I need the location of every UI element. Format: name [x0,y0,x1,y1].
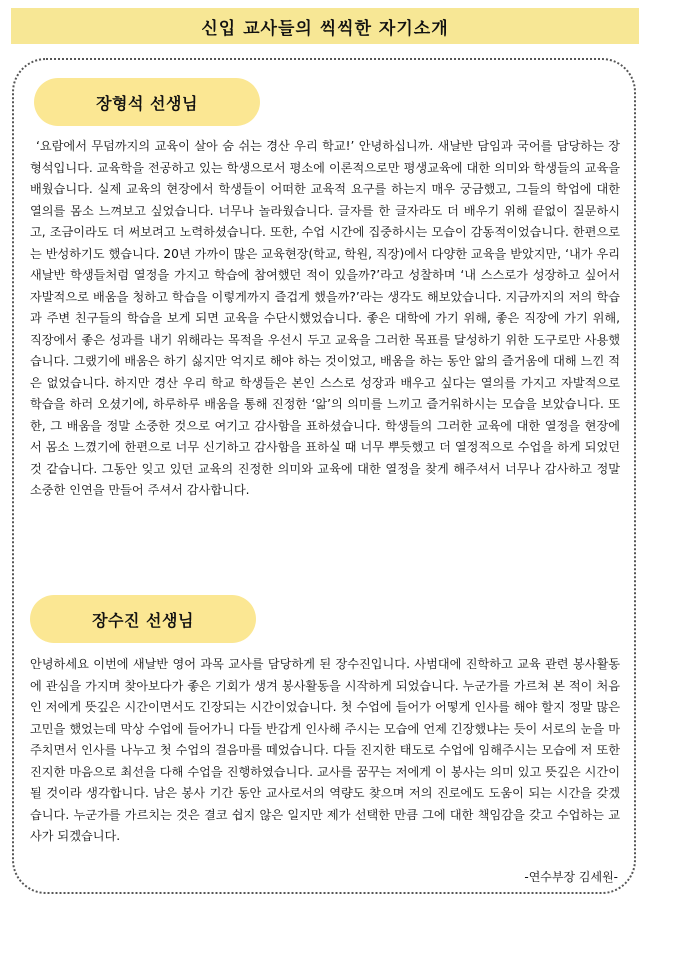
teacher-name-1: 장형석 선생님 [96,93,198,113]
page-title: 신입 교사들의 씩씩한 자기소개 [201,18,449,39]
introduction-paragraph-1: ‘요람에서 무덤까지의 교육이 살아 숨 쉬는 경산 우리 학교!’ 안녕하십니까. 새날반 담임과 국어를 담당하는 장형석입니다. 교육학을 전공하고 있는 학생으로서 평소에 이론적으로만 평생교육에 대한 의미와 학생들의 교육을 배웠습니다. 실제 교육의 현장에서 학생들이 어떠한 교육적 요구를 하는지 매우 궁금했고, 그들의 학업에 대한 열의를 몸소 느껴보고 싶었습니다. 너무나 놀라웠습니다. 글자를 한 글자라도 더 배우기 위해 끝없이 질문하시고, 조금이라도 더 써보려고 노력하셨습니다. 또한, 수업 시간에 집중하시는 모습이 감동적이었습니다. 한편으로는 반성하기도 했습니다. 20년 가까이 많은 교육현장(학교, 학원, 직장)에서 다양한 교육을 받았지만, ‘내가 우리 새날반 학생들처럼 열정을 가지고 학습에 참여했던 적이 있을까?’라고 성찰하며 ‘내 스스로가 성장하고 싶어서 자발적으로 배움을 청하고 학습을 이렇게까지 즐겁게 했을까?’라는 생각도 해보았습니다. 지금까지의 저의 학습과 주변 친구들의 학습을 보게 되면 교육을 수단시했었습니다. 좋은 대학에 가기 위해, 좋은 직장에 가기 위해, 직장에서 좋은 성과를 내기 위해라는 목적을 우선시 두고 교육을 그러한 목표를 달성하기 위한 도구로만 사용했습니다. 그랬기에 배움은 하기 싫지만 억지로 해야 하는 것이었고, 배움을 하는 동안 앎의 즐거움에 대해 느낀 적은 없었습니다. 하지만 경산 우리 학교 학생들은 본인 스스로 성장과 배우고 싶다는 열의를 가지고 자발적으로 학습을 하러 오셨기에, 하루하루 배움을 통해 진정한 ‘앎’의 의미를 느끼고 즐거워하시는 모습을 보았습니다. 또한, 그 배움을 정말 소중한 것으로 여기고 감사함을 표하셨습니다. 학생들의 그러한 교육에 대한 열정을 현장에서 몸소 느꼈기에 한편으로 너무 신기하고 감사함을 표하실 때 너무 뿌듯했고 더 열정적으로 수업을 하게 되었던 것 같습니다. 그동안 잊고 있던 교육의 진정한 의미와 교육에 대한 열정을 찾게 해주셔서 너무나 감사하고 정말 소중한 인연을 만들어 주셔서 감사합니다. [30,139,620,497]
teacher-name-badge-2 [30,595,256,643]
teacher-name-badge-1 [34,78,260,126]
title-banner [11,8,639,44]
introduction-paragraph-2: 안녕하세요 이번에 새날반 영어 과목 교사를 담당하게 된 장수진입니다. 사범대에 진학하고 교육 관련 봉사활동에 관심을 가지며 찾아보다가 좋은 기회가 생겨 봉사활동을 시작하게 되었습니다. 누군가를 가르쳐 본 적이 처음인 저에게 뜻깊은 시간이면서도 긴장되는 시간이었습니다. 첫 수업에 들어가 어떻게 인사를 해야 할지 정말 많은 고민을 했었는데 막상 수업에 들어가니 다들 반갑게 인사해 주시는 모습에 언제 긴장했냐는 듯이 서로의 눈을 마주치면서 인사를 나누고 첫 수업의 걸음마를 떼었습니다. 다들 진지한 태도로 수업에 임해주시는 모습에 저 또한 진지한 마음으로 최선을 다해 수업을 진행하였습니다. 교사를 꿈꾸는 저에게 이 봉사는 의미 있고 뜻깊은 시간이 될 것이라 생각합니다. 남은 봉사 기간 동안 교사로서의 역량도 찾으며 저의 진로에도 도움이 되는 시간을 갖겠습니다. 누군가를 가르치는 것은 결코 쉽지 않은 일지만 제가 선택한 만큼 그에 대한 책임감을 갖고 수업하는 교사가 되겠습니다. [30,657,620,843]
signature: -연수부장 김세원- [524,870,618,884]
teacher-name-2: 장수진 선생님 [92,610,194,630]
